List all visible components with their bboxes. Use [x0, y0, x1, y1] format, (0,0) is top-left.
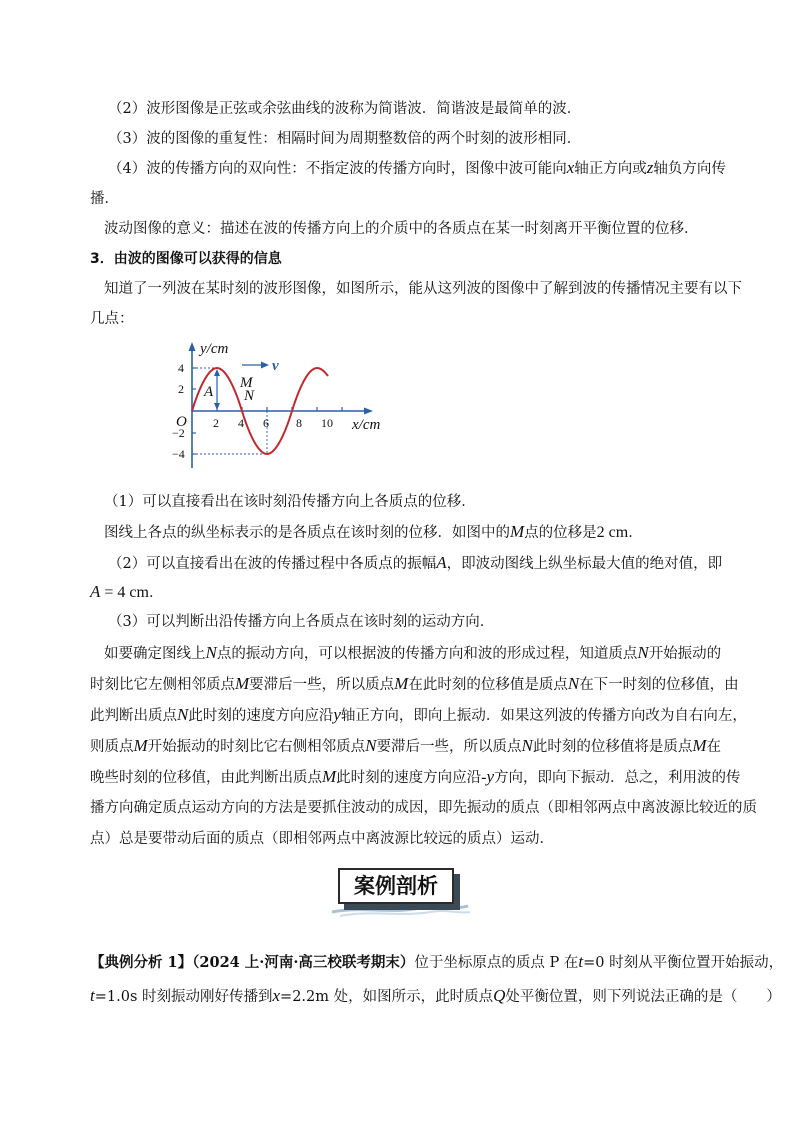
paragraph-item-3b: （3）可以判断出沿传播方向上各质点在该时刻的运动方向．	[108, 614, 495, 630]
explanation-line-4: 则质点M开始振动的时刻比它右侧相邻质点N要滞后一些，所以质点N此时刻的位移值将是质点M在	[90, 736, 722, 755]
amplitude-label: A	[204, 384, 214, 400]
x-tick-label: 2	[213, 416, 219, 430]
x-tick-label: 4	[238, 416, 244, 430]
origin-label: O	[176, 414, 187, 430]
explanation-line-3: 此判断出质点N此时刻的速度方向应沿y轴正方向，即向上振动．如果这列波的传播方向改为自右向左，	[90, 705, 747, 724]
paragraph-item-2b: （2）可以直接看出在波的传播过程中各质点的振幅A，即波动图线上纵坐标最大值的绝对值，即	[108, 553, 723, 572]
y-axis-label: y/cm	[200, 341, 229, 357]
y-tick-label-neg2: −2	[172, 426, 185, 440]
explanation-line-7: 点）总是要带动后面的质点（即相邻两点中离波源比较远的质点）运动．	[90, 831, 554, 847]
y-tick-label-2: 2	[178, 382, 184, 396]
section-heading-3: 3．由波的图像可以获得的信息	[90, 251, 282, 267]
paragraph-item-2b-eq: A = 4 cm．	[90, 582, 164, 601]
x-axis-arrow	[364, 408, 373, 415]
x-axis-label: x/cm	[352, 417, 381, 433]
paragraph-item-4: （4）波的传播方向的双向性：不指定波的传播方向时，图像中波可能向x轴正方向或z轴负方向传	[108, 158, 726, 177]
explanation-line-2: 时刻比它左侧相邻质点M要滞后一些，所以质点M在此时刻的位移值是质点N在下一时刻的位移值，由	[90, 674, 739, 693]
explanation-line-1: 如要确定图线上N点的振动方向，可以根据波的传播方向和波的形成过程，知道质点N开始振动的	[104, 643, 722, 662]
explanation-line-6: 播方向确定质点运动方向的方法是要抓住波动的成因，即先振动的质点（即相邻两点中离波源比较近的质	[90, 800, 757, 816]
y-axis-arrow	[189, 342, 196, 351]
y-tick-label-4: 4	[178, 361, 184, 375]
explanation-line-5: 晚些时刻的位移值，由此判断出质点M此时刻的速度方向应沿-y方向，即向下振动．总之，利用波的传	[90, 767, 741, 786]
paragraph-meaning: 波动图像的意义：描述在波的传播方向上的介质中的各质点在某一时刻离开平衡位置的位移．	[104, 221, 699, 237]
example-line-2: t=1.0s 时刻振动刚好传播到x=2.2m 处，如图所示，此时质点Q处平衡位置，则下列说法正确的是（ ）	[90, 986, 781, 1005]
paragraph-item-1: （1）可以直接看出在该时刻沿传播方向上各质点的位移．	[104, 494, 476, 510]
y-tick-label-neg4: −4	[172, 447, 185, 461]
paragraph-item-2: （2）波形图像是正弦或余弦曲线的波称为简谐波．简谐波是最简单的波．	[108, 101, 582, 117]
paragraph-item-4-cont: 播．	[90, 191, 119, 207]
x-tick-label: 10	[321, 416, 333, 430]
x-tick-label: 6	[263, 416, 269, 430]
paragraph-item-3: （3）波的图像的重复性：相隔时间为周期整数倍的两个时刻的波形相同．	[108, 131, 582, 147]
paragraph-intro: 知道了一列波在某时刻的波形图像，如图所示，能从这列波的图像中了解到波的传播情况主要有以下	[104, 281, 742, 297]
banner-title: 案例剖析	[338, 868, 454, 904]
point-n-label: N	[244, 388, 255, 404]
case-analysis-banner	[330, 862, 470, 918]
example-line-1: 【典例分析 1】（2024 上·河南·高三校联考期末）位于坐标原点的质点 P 在t=0 时刻从平衡位置开始振动，	[90, 952, 784, 971]
example-source: （2024 上·河南·高三校联考期末）	[192, 954, 415, 971]
x-tick-label: 8	[296, 416, 302, 430]
paragraph-item-1-desc: 图线上各点的纵坐标表示的是各质点在该时刻的位移．如图中的M点的位移是2 cm．	[104, 522, 643, 541]
wave-graph	[168, 338, 388, 473]
velocity-label: v	[272, 358, 279, 374]
example-tag: 【典例分析 1】	[90, 954, 193, 971]
point-m-label: M	[240, 375, 253, 391]
paragraph-intro-cont: 几点：	[90, 311, 134, 327]
